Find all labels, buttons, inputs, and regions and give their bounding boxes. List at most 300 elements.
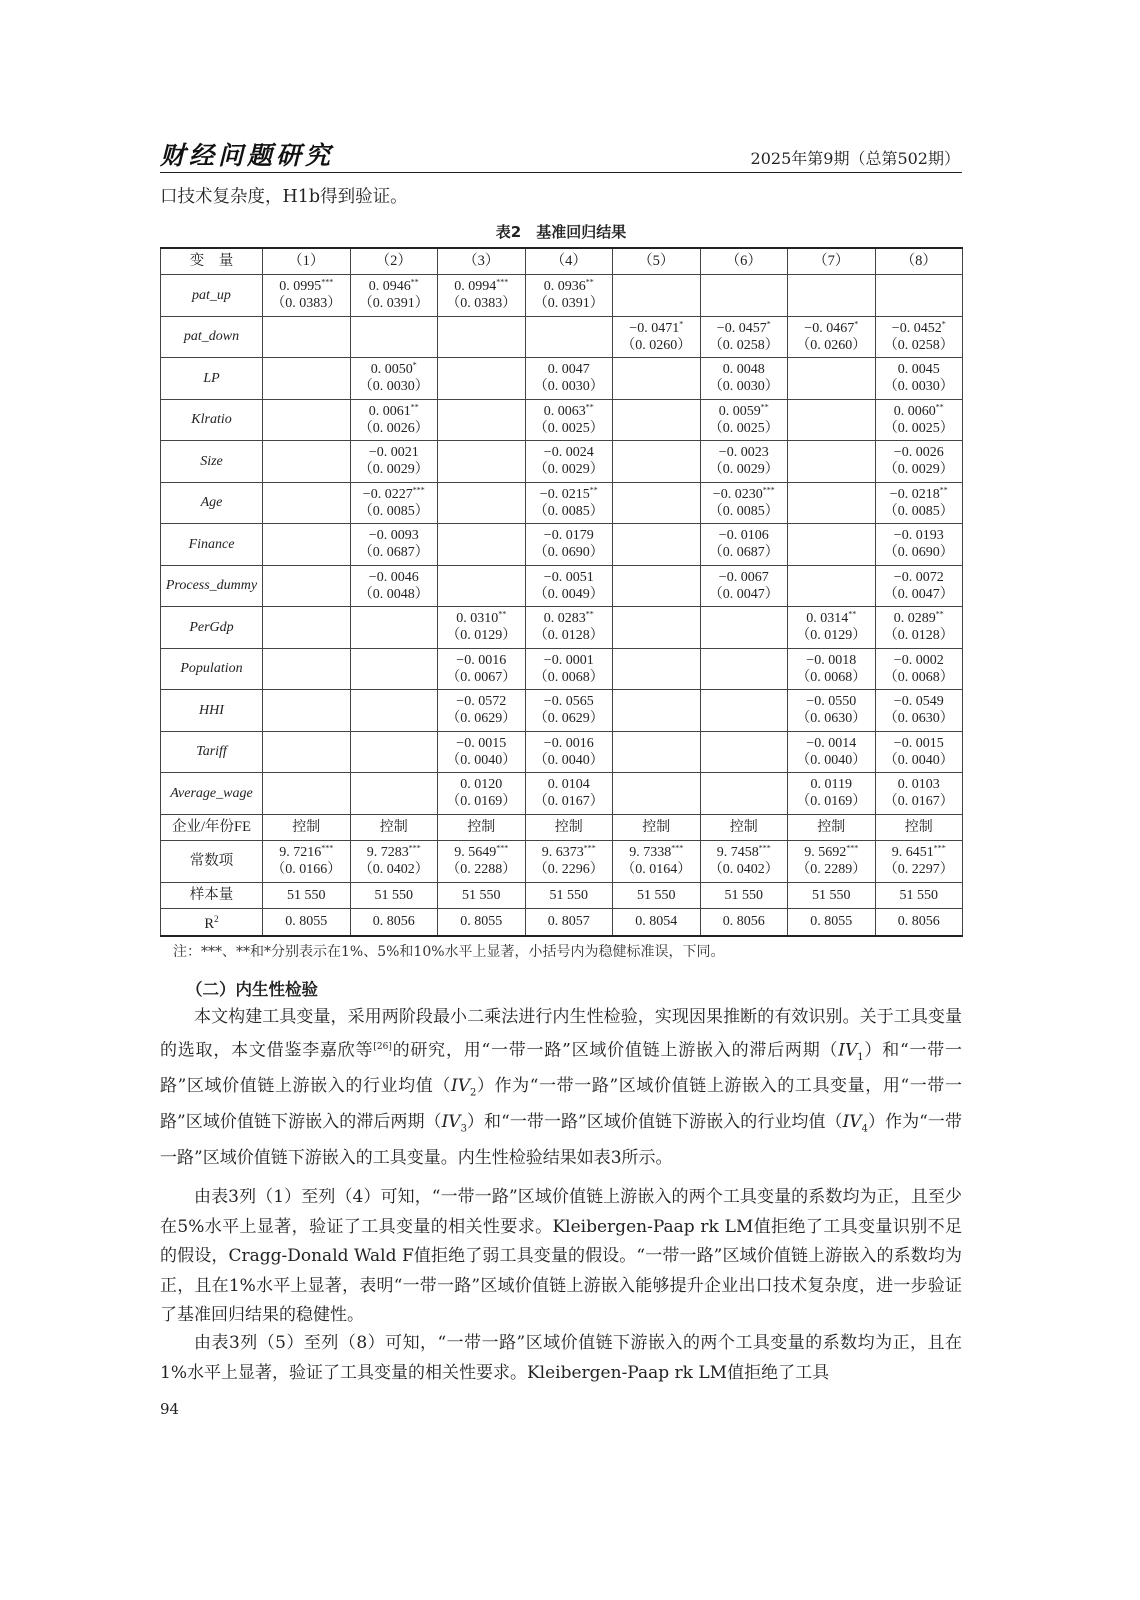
table-cell: 控制 [613, 814, 701, 841]
coefficient [526, 693, 613, 710]
table-cell: 0. 8056 [350, 909, 438, 936]
coef-value: −0. 0021 [368, 445, 419, 461]
table-cell [438, 607, 526, 649]
table-cell [613, 441, 701, 483]
significance-stars: * [941, 319, 946, 329]
variable-name: Finance [161, 524, 263, 566]
coefficient [351, 527, 438, 544]
coef-value: 0. 0995 [279, 279, 322, 295]
coef-value: 9. 7458 [716, 845, 759, 861]
table-cell [613, 841, 701, 883]
coefficient [438, 844, 525, 861]
coef-value: −0. 0093 [368, 528, 419, 544]
standard-error: （0. 0629） [533, 711, 604, 727]
coef-value: 0. 0104 [547, 777, 590, 793]
table-cell: 51 550 [788, 882, 876, 909]
table-cell [788, 399, 876, 441]
table-cell [875, 399, 963, 441]
table-cell [875, 731, 963, 773]
table-row [161, 565, 963, 607]
standard-error: （0. 0687） [708, 545, 779, 561]
coef-value: 0. 0061 [368, 403, 411, 419]
significance-stars: ** [935, 609, 944, 619]
table-cell [263, 358, 351, 400]
standard-error: （0. 0029） [358, 462, 429, 478]
coef-value: −0. 0046 [368, 569, 419, 585]
column-header: （3） [438, 248, 526, 275]
standard-error: （0. 0260） [621, 337, 692, 353]
table-cell [700, 441, 788, 483]
table-cell [350, 399, 438, 441]
standard-error: （0. 0068） [883, 669, 954, 685]
table-cell [350, 607, 438, 649]
constant-row [161, 841, 963, 883]
variable-name: pat_up [161, 275, 263, 317]
coefficient [701, 486, 788, 503]
table-cell [613, 524, 701, 566]
table-cell [350, 648, 438, 690]
standard-error: （0. 0129） [446, 628, 517, 644]
significance-stars: *** [583, 843, 596, 853]
row-label: 常数项 [161, 841, 263, 883]
standard-error: （0. 0085） [708, 503, 779, 519]
variable-name: Average_wage [161, 773, 263, 815]
table-cell [875, 441, 963, 483]
table-title: 表2 基准回归结果 [495, 223, 627, 241]
table-cell: 51 550 [350, 882, 438, 909]
coef-value: −0. 0015 [893, 735, 944, 751]
coefficient [351, 486, 438, 503]
table-cell [613, 731, 701, 773]
coef-value: 9. 5649 [454, 845, 497, 861]
standard-error: （0. 0391） [533, 296, 604, 312]
table-cell [613, 690, 701, 732]
table-cell [438, 773, 526, 815]
standard-error: （0. 0040） [796, 752, 867, 768]
standard-error: （0. 0402） [708, 862, 779, 878]
standard-error: （0. 0040） [446, 752, 517, 768]
table-cell [788, 358, 876, 400]
paragraph: 由表3列（1）至列（4）可知，“一带一路”区域价值链上游嵌入的两个工具变量的系数均为正，且至少在5%水平上显著，验证了工具变量的相关性要求。Kleibergen-Paap rk LM值拒绝了工具变量识别不足的假设，Cragg-Donald Wald F值拒绝了弱工具变量的假设。“一带一路”区域价值链上游嵌入的系数均为正，且在1%水平上显著，表明“一带一路”区域价值链上游嵌入能够提升企业出口技术复杂度，进一步验证了基准回归结果的稳健性。 [160, 1187, 962, 1326]
coef-value: −0. 0215 [539, 486, 590, 502]
significance-stars: ** [589, 485, 598, 495]
table-cell: 51 550 [875, 882, 963, 909]
column-header: （7） [788, 248, 876, 275]
table-cell [263, 399, 351, 441]
coefficient [876, 320, 963, 337]
paragraph-text: ）和“一带一路”区域价值链上游嵌入的行业均值（ [160, 1040, 963, 1097]
coefficient [438, 610, 525, 627]
table-cell [350, 773, 438, 815]
table-cell [788, 275, 876, 317]
row-label: 企业/年份FE [161, 814, 263, 841]
table-cell [350, 316, 438, 358]
standard-error: （0. 0167） [883, 794, 954, 810]
table-cell [875, 565, 963, 607]
table-cell [613, 399, 701, 441]
coefficient [788, 610, 875, 627]
coef-value: 0. 0936 [543, 279, 586, 295]
table-cell [875, 482, 963, 524]
standard-error: （0. 0047） [708, 586, 779, 602]
paragraph-text: ）作为“一带一路”区域价值链下游嵌入的工具变量。内生性检验结果如表3所示。 [160, 1112, 962, 1169]
coef-value: −0. 0106 [718, 528, 769, 544]
paragraph-text: 的研究，用“一带一路”区域价值链上游嵌入的滞后两期（ [391, 1040, 839, 1061]
table-cell [875, 358, 963, 400]
significance-stars: *** [496, 277, 509, 287]
coef-value: −0. 0550 [806, 694, 857, 710]
coef-value: −0. 0002 [893, 652, 944, 668]
coefficient [526, 486, 613, 503]
sample-size-row [161, 882, 963, 909]
coef-value: 0. 0060 [893, 403, 936, 419]
significance-stars: * [679, 319, 684, 329]
table-cell: 控制 [788, 814, 876, 841]
coef-value: −0. 0572 [456, 694, 507, 710]
table-cell [438, 841, 526, 883]
table-cell [438, 731, 526, 773]
variable-name: Klratio [161, 399, 263, 441]
column-header: （4） [525, 248, 613, 275]
standard-error: （0. 0169） [796, 794, 867, 810]
coefficient [438, 776, 525, 793]
table-cell [350, 841, 438, 883]
table-cell [263, 316, 351, 358]
table-cell: 51 550 [263, 882, 351, 909]
standard-error: （0. 0029） [708, 462, 779, 478]
coefficient [351, 569, 438, 586]
table-cell [438, 524, 526, 566]
coefficient [526, 527, 613, 544]
table-cell [875, 275, 963, 317]
standard-error: （0. 0025） [883, 420, 954, 436]
coefficient [701, 527, 788, 544]
standard-error: （0. 0030） [708, 379, 779, 395]
table-cell [438, 358, 526, 400]
standard-error: （0. 0085） [883, 503, 954, 519]
coef-value: −0. 0018 [806, 652, 857, 668]
iv-subscript: 3 [460, 1123, 467, 1135]
table-cell [788, 841, 876, 883]
table-cell [788, 648, 876, 690]
coefficient [876, 361, 963, 378]
coef-value: −0. 0227 [362, 486, 413, 502]
table-cell: 0. 8056 [700, 909, 788, 936]
significance-stars: ** [939, 485, 948, 495]
table-cell [350, 358, 438, 400]
coef-value: 0. 0120 [460, 777, 503, 793]
journal-logo: 财经问题研究 [160, 141, 335, 170]
significance-stars: *** [408, 843, 421, 853]
variable-name: pat_down [161, 316, 263, 358]
variable-name: Process_dummy [161, 565, 263, 607]
paragraph-text: 本文构建工具变量，采用两阶段最小二乘法进行内生性检验，实现因果推断的有效识别。关于工具变量的选取，本文借鉴李嘉欣等 [160, 1007, 962, 1061]
table-cell [525, 316, 613, 358]
table-cell [438, 275, 526, 317]
standard-error: （0. 2296） [533, 862, 604, 878]
coefficient [876, 610, 963, 627]
table-cell [350, 565, 438, 607]
standard-error: （0. 0047） [883, 586, 954, 602]
table-cell [350, 275, 438, 317]
standard-error: （0. 0258） [883, 337, 954, 353]
coefficient [701, 320, 788, 337]
table-cell: 0. 8055 [788, 909, 876, 936]
table-cell [613, 565, 701, 607]
coef-value: 9. 5692 [804, 845, 847, 861]
coefficient [701, 444, 788, 461]
iv-subscript: 2 [469, 1087, 477, 1099]
coef-value: 0. 0283 [543, 611, 586, 627]
table-row [161, 275, 963, 317]
table-cell: 0. 8057 [525, 909, 613, 936]
coef-value: −0. 0230 [712, 486, 763, 502]
standard-error: （0. 0258） [708, 337, 779, 353]
coef-value: −0. 0072 [893, 569, 944, 585]
significance-stars: *** [933, 843, 946, 853]
coef-value: −0. 0024 [543, 445, 594, 461]
significance-stars: *** [412, 485, 425, 495]
table-cell [263, 607, 351, 649]
coef-value: −0. 0467 [804, 320, 855, 336]
significance-stars: ** [410, 402, 419, 412]
table-cell [525, 690, 613, 732]
coefficient [438, 735, 525, 752]
table-cell [700, 399, 788, 441]
coef-value: −0. 0549 [893, 694, 944, 710]
coefficient [701, 569, 788, 586]
coef-value: 0. 0059 [718, 403, 761, 419]
significance-stars: ** [760, 402, 769, 412]
coefficient [526, 569, 613, 586]
coefficient [351, 278, 438, 295]
coef-value: −0. 0457 [716, 320, 767, 336]
issue-info: 2025年第9期（总第502期） [750, 149, 960, 168]
coefficient [526, 610, 613, 627]
table-cell [613, 316, 701, 358]
iv-symbol: IV [450, 1076, 470, 1097]
table-cell [525, 731, 613, 773]
paragraph-text: ）和“一带一路”区域价值链下游嵌入的行业均值（ [466, 1112, 843, 1133]
table-cell [788, 565, 876, 607]
standard-error: （0. 0166） [271, 862, 342, 878]
table-cell [525, 358, 613, 400]
coefficient [526, 844, 613, 861]
table-cell [788, 690, 876, 732]
coefficient [876, 735, 963, 752]
coefficient [701, 844, 788, 861]
table-cell [525, 399, 613, 441]
table-cell [438, 565, 526, 607]
coef-value: −0. 0051 [543, 569, 594, 585]
column-header: （1） [263, 248, 351, 275]
table-cell [263, 731, 351, 773]
table-row [161, 441, 963, 483]
table-cell: 控制 [525, 814, 613, 841]
table-cell [875, 841, 963, 883]
standard-error: （0. 0629） [446, 711, 517, 727]
coef-value: 0. 0119 [810, 777, 852, 793]
table-cell: 0. 8055 [263, 909, 351, 936]
table-cell [788, 316, 876, 358]
table-cell [525, 524, 613, 566]
coef-value: −0. 0001 [543, 652, 594, 668]
coefficient [876, 444, 963, 461]
table-header-row [161, 248, 963, 275]
paragraph: 由表3列（5）至列（8）可知，“一带一路”区域价值链下游嵌入的两个工具变量的系数均为正，且在1%水平上显著，验证了工具变量的相关性要求。Kleibergen-Paap rk LM值拒绝了工具 [160, 1333, 962, 1383]
coefficient [788, 776, 875, 793]
table-row [161, 316, 963, 358]
table-cell [788, 482, 876, 524]
standard-error: （0. 2297） [883, 862, 954, 878]
table-cell [438, 316, 526, 358]
table-cell [875, 524, 963, 566]
variable-name: HHI [161, 690, 263, 732]
significance-stars: ** [498, 609, 507, 619]
significance-stars: * [766, 319, 771, 329]
coef-value: 9. 7216 [279, 845, 322, 861]
table-cell [438, 690, 526, 732]
standard-error: （0. 0068） [533, 669, 604, 685]
coef-value: −0. 0179 [543, 528, 594, 544]
table-cell [700, 524, 788, 566]
table-row [161, 731, 963, 773]
significance-stars: ** [585, 277, 594, 287]
table-cell: 控制 [263, 814, 351, 841]
column-header: （6） [700, 248, 788, 275]
table-cell [875, 607, 963, 649]
coefficient [876, 486, 963, 503]
table-cell [700, 731, 788, 773]
table-cell [700, 358, 788, 400]
column-header: （8） [875, 248, 963, 275]
r-label-superscript: 2 [214, 913, 219, 924]
table-cell [263, 565, 351, 607]
iv-symbol: IV [842, 1112, 862, 1133]
standard-error: （0. 0085） [358, 503, 429, 519]
table-cell [525, 482, 613, 524]
standard-error: （0. 0048） [358, 586, 429, 602]
standard-error: （0. 0029） [533, 462, 604, 478]
table-cell [875, 690, 963, 732]
table-cell [700, 275, 788, 317]
coef-value: −0. 0218 [889, 486, 940, 502]
coefficient [526, 776, 613, 793]
standard-error: （0. 0067） [446, 669, 517, 685]
paragraph [160, 1003, 962, 1174]
table-cell [350, 690, 438, 732]
table-cell [263, 648, 351, 690]
standard-error: （0. 0630） [883, 711, 954, 727]
row-label: 样本量 [161, 882, 263, 909]
significance-stars: ** [585, 402, 594, 412]
table-cell [525, 275, 613, 317]
table-row [161, 607, 963, 649]
standard-error: （0. 2288） [446, 862, 517, 878]
coefficient [438, 652, 525, 669]
table-cell [613, 482, 701, 524]
coef-value: 0. 0310 [456, 611, 499, 627]
variable-name: Age [161, 482, 263, 524]
standard-error: （0. 0040） [883, 752, 954, 768]
table-cell [350, 524, 438, 566]
table-cell: 51 550 [525, 882, 613, 909]
table-cell [525, 773, 613, 815]
table-body [161, 275, 963, 936]
iv-symbol: IV [838, 1040, 858, 1061]
coefficient [526, 444, 613, 461]
standard-error: （0. 0687） [358, 545, 429, 561]
variable-name: PerGdp [161, 607, 263, 649]
coef-value: −0. 0016 [456, 652, 507, 668]
table-cell [350, 482, 438, 524]
table-cell [438, 648, 526, 690]
table-cell: 控制 [875, 814, 963, 841]
table-cell [263, 690, 351, 732]
column-header: （5） [613, 248, 701, 275]
table-cell [438, 399, 526, 441]
table-cell [700, 316, 788, 358]
coef-value: 0. 0314 [806, 611, 849, 627]
significance-stars: *** [321, 277, 334, 287]
coefficient [526, 403, 613, 420]
row-label [161, 909, 263, 936]
table-cell: 51 550 [700, 882, 788, 909]
coefficient [876, 693, 963, 710]
table-cell: 0. 8054 [613, 909, 701, 936]
table-row [161, 482, 963, 524]
coefficient [351, 444, 438, 461]
coefficient [613, 320, 700, 337]
coefficient [701, 403, 788, 420]
table-cell: 控制 [700, 814, 788, 841]
iv-subscript: 1 [857, 1051, 864, 1063]
coefficient [876, 569, 963, 586]
table-cell [700, 690, 788, 732]
table-cell [263, 841, 351, 883]
standard-error: （0. 0025） [708, 420, 779, 436]
table-cell: 51 550 [438, 882, 526, 909]
standard-error: （0. 0630） [796, 711, 867, 727]
table-cell [263, 773, 351, 815]
coef-value: 9. 6451 [891, 845, 934, 861]
coefficient [351, 361, 438, 378]
table-cell [263, 275, 351, 317]
standard-error: （0. 0383） [446, 296, 517, 312]
significance-stars: * [854, 319, 859, 329]
significance-stars: *** [846, 843, 859, 853]
column-header: （2） [350, 248, 438, 275]
coefficient [263, 278, 350, 295]
table-cell [788, 441, 876, 483]
iv-symbol: IV [441, 1112, 461, 1133]
table-cell [350, 441, 438, 483]
table-cell: 控制 [438, 814, 526, 841]
table-cell [525, 565, 613, 607]
coef-value: 0. 0103 [897, 777, 940, 793]
coefficient [351, 844, 438, 861]
significance-stars: ** [585, 609, 594, 619]
table-row [161, 399, 963, 441]
table-cell: 0. 8056 [875, 909, 963, 936]
coef-value: −0. 0471 [629, 320, 680, 336]
coef-value: 0. 0045 [897, 362, 940, 378]
coef-value: 0. 0047 [547, 362, 590, 378]
table-cell [788, 607, 876, 649]
table-cell [525, 607, 613, 649]
standard-error: （0. 0029） [883, 462, 954, 478]
standard-error: （0. 2289） [796, 862, 867, 878]
